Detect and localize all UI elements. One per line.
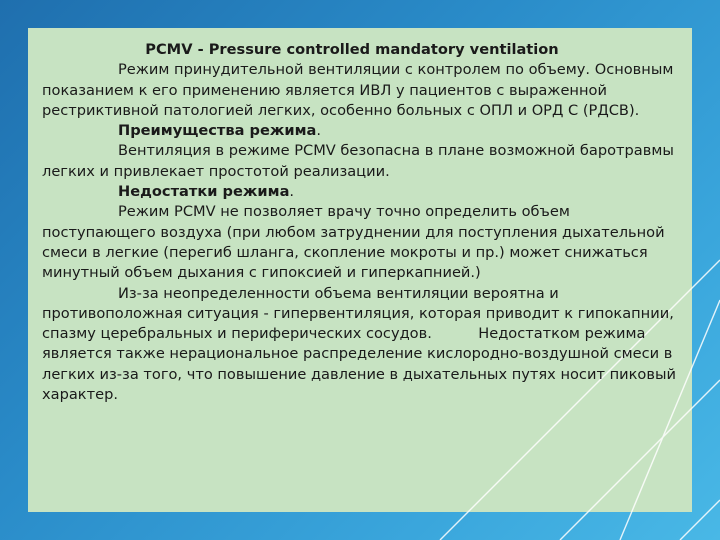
advantages-heading-line bbox=[42, 121, 684, 141]
disadvantages-heading: Недостатки режима bbox=[118, 183, 290, 201]
intro-paragraph: Режим принудительной вентиляции с контролем по объему. Основным показанием к его применению является ИВЛ у пациентов с выраженной рестриктивной патологией легких, особенно больных с ОПЛ и ОРД С (РДСВ). bbox=[42, 61, 674, 119]
slide-body bbox=[42, 40, 684, 405]
disadvantages-paragraph-2: Из-за неопределенности объема вентиляции вероятна и противоположная ситуация - гипервентиляция, которая приводит к гипокапнии, спазму церебральных и периферических сосудов. Недостатком режима является также нерациональное распределение кислородно-воздушной смеси в легких из-за того, что повышение давление в дыхательных путях носит пиковый характер. bbox=[42, 284, 681, 404]
advantages-heading-period: . bbox=[316, 122, 322, 140]
decor-line-4 bbox=[680, 500, 720, 540]
advantages-paragraph: Вентиляция в режиме PCMV безопасна в плане возможной баротравмы легких и привлекает простотой реализации. bbox=[42, 142, 674, 180]
disadvantages-heading-period: . bbox=[289, 183, 295, 201]
advantages-heading: Преимущества режима bbox=[118, 122, 317, 140]
disadvantages-heading-line bbox=[42, 182, 684, 202]
disadvantages-paragraph-1: Режим PCMV не позволяет врачу точно определить объем поступающего воздуха (при любом затруднении для поступления дыхательной смеси в легкие (перегиб шланга, скопление мокроты и пр.) может снижаться минутный объем дыхания с гипоксией и гиперкапнией.) bbox=[42, 203, 665, 282]
slide-title: PCMV - Pressure controlled mandatory ventilation bbox=[145, 41, 559, 58]
